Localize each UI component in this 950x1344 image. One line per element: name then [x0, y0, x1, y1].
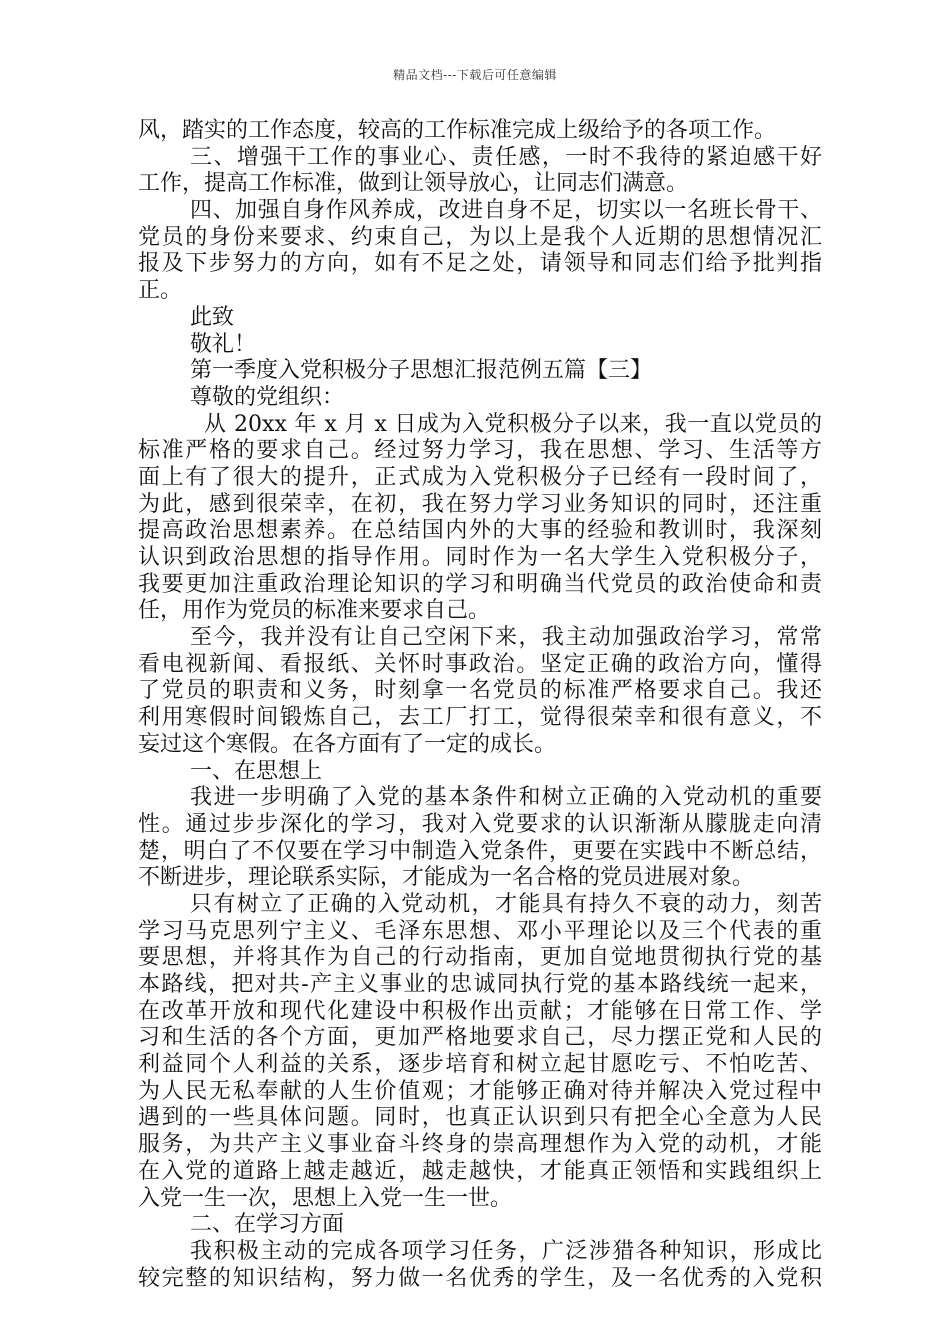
- text-line: 一、在思想上: [190, 758, 323, 784]
- text-line: 只有树立了正确的入党动机，才能具有持久不衰的动力，刻苦: [190, 891, 822, 917]
- text-line: 认识到政治思想的指导作用。同时作为一名大学生入党积极分子，: [138, 545, 822, 570]
- text-line: 不断进步，理论联系实际，才能成为一名合格的党员进展对象。: [138, 865, 755, 891]
- text-line: 面上有了很大的提升，正式成为入党积极分子已经有一段时间了，: [138, 464, 822, 490]
- text-line: 第一季度入党积极分子思想汇报范例五篇【三】: [190, 358, 653, 384]
- text-line: 党员的身份来要求、约束自己，为以上是我个人近期的思想情况汇: [138, 224, 822, 250]
- text-line: 了党员的职责和义务，时刻拿一名党员的标准严格要求自己。我还: [138, 678, 822, 704]
- text-line: 较完整的知识结构，努力做一名优秀的学生，及一名优秀的入党积: [138, 1265, 822, 1291]
- text-line: 学习马克思列宁主义、毛泽东思想、邓小平理论以及三个代表的重: [138, 918, 822, 944]
- document-body: [138, 118, 822, 1292]
- text-line: 习和生活的各个方面，更加严格地要求自己，尽力摆正党和人民的: [138, 1025, 822, 1051]
- text-line: 三、增强干工作的事业心、责任感，一时不我待的紧迫感干好: [190, 144, 822, 170]
- text-line: 提高政治思想素养。在总结国内外的大事的经验和教训时，我深刻: [138, 518, 822, 544]
- text-line: 标准严格的要求自己。经过努力学习，我在思想、学习、生活等方: [138, 438, 822, 464]
- text-line: 在入党的道路上越走越近，越走越快，才能真正领悟和实践组织上: [138, 1158, 822, 1184]
- text-line: 为人民无私奉献的人生价值观；才能够正确对待并解决入党过程中: [138, 1078, 822, 1104]
- text-line: 正。: [138, 278, 183, 304]
- text-line: 四、加强自身作风养成，改进自身不足，切实以一名班长骨干、: [190, 198, 822, 224]
- text-line: 风，踏实的工作态度，较高的工作标准完成上级给予的各项工作。: [138, 118, 777, 143]
- text-line: 楚，明白了不仅要在学习中制造入党条件，更要在实践中不断总结，: [138, 838, 822, 864]
- text-line: 为此，感到很荣幸，在初，我在努力学习业务知识的同时，还注重: [138, 491, 822, 517]
- text-line: 从 20xx 年 x 月 x 日成为入党积极分子以来，我一直以党员的: [204, 411, 822, 437]
- text-line: 利用寒假时间锻炼自己，去工厂打工，觉得很荣幸和很有意义，不: [138, 705, 822, 731]
- text-line: 妄过这个寒假。在各方面有了一定的成长。: [138, 731, 557, 757]
- text-line: 尊敬的党组织：: [190, 384, 345, 410]
- page-header: 精品文档---下载后可任意编辑: [393, 68, 557, 82]
- text-line: 工作，提高工作标准，做到让领导放心，让同志们满意。: [138, 171, 689, 197]
- text-line: 本路线，把对共-产主义事业的忠诚同执行党的基本路线统一起来，: [138, 972, 822, 997]
- text-line: 我积极主动的完成各项学习任务，广泛涉猎各种知识，形成比: [190, 1238, 822, 1264]
- text-line: 任，用作为党员的标准来要求自己。: [138, 598, 491, 624]
- text-line: 我要更加注重政治理论知识的学习和明确当代党员的政治使命和责: [138, 571, 822, 597]
- text-line: 我进一步明确了入党的基本条件和树立正确的入党动机的重要: [190, 785, 822, 811]
- text-line: 服务，为共产主义事业奋斗终身的崇高理想作为入党的动机，才能: [138, 1132, 822, 1158]
- text-line: 二、在学习方面: [190, 1212, 345, 1238]
- text-line: 敬礼！: [190, 331, 257, 357]
- text-line: 要思想，并将其作为自己的行动指南，更加自觉地贯彻执行党的基: [138, 945, 822, 971]
- text-line: 入党一生一次，思想上入党一生一世。: [138, 1185, 513, 1211]
- text-line: 在改革开放和现代化建设中积极作出贡献；才能够在日常工作、学: [138, 998, 822, 1024]
- text-line: 遇到的一些具体问题。同时，也真正认识到只有把全心全意为人民: [138, 1105, 822, 1131]
- text-line: 性。通过步步深化的学习，我对入党要求的认识渐渐从朦胧走向清: [138, 811, 822, 837]
- text-line: 报及下步努力的方向，如有不足之处，请领导和同志们给予批判指: [138, 251, 822, 277]
- text-line: 至今，我并没有让自己空闲下来，我主动加强政治学习，常常: [190, 625, 822, 651]
- text-line: 利益同个人利益的关系，逐步培育和树立起甘愿吃亏、不怕吃苦、: [138, 1052, 822, 1078]
- text-line: 看电视新闻、看报纸、关怀时事政治。坚定正确的政治方向，懂得: [138, 651, 822, 677]
- text-line: 此致: [190, 304, 235, 330]
